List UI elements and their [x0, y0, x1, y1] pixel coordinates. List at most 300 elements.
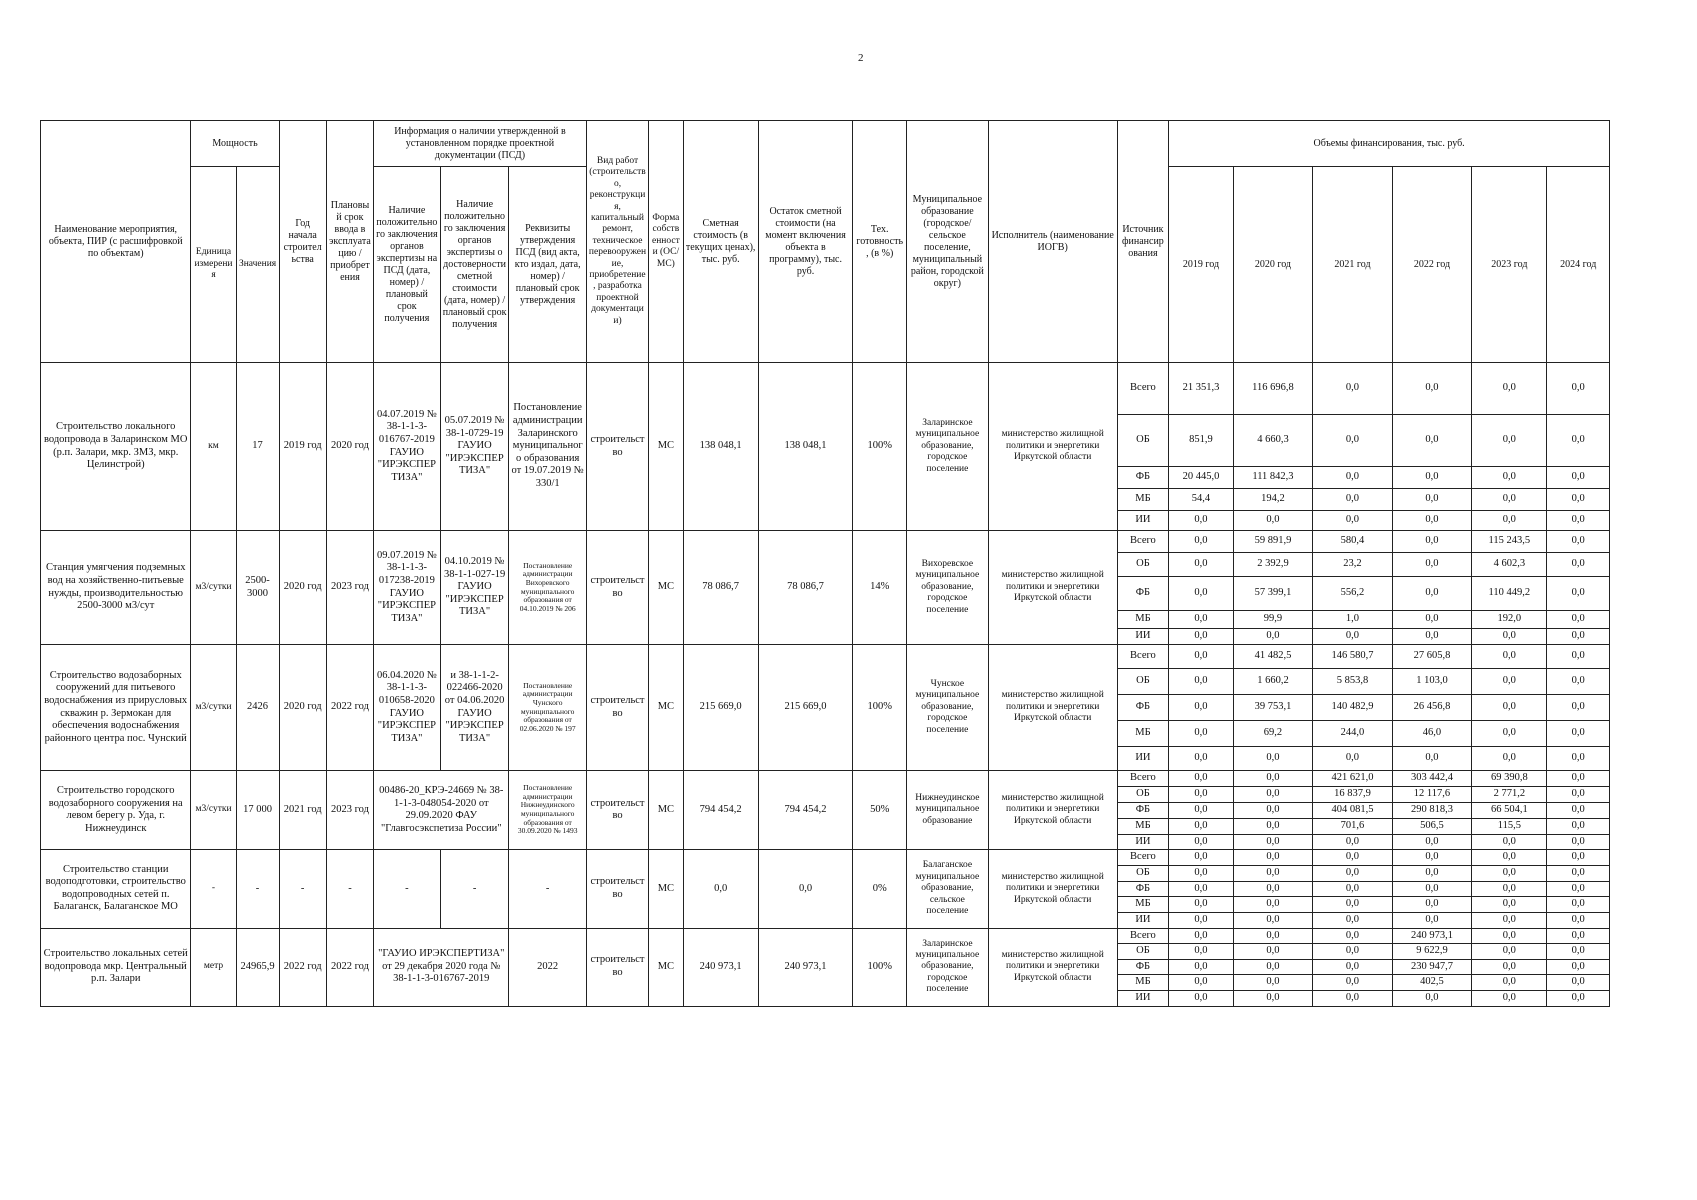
- funding-value-cell: 0,0: [1472, 629, 1547, 645]
- funding-value-cell: 0,0: [1547, 511, 1610, 531]
- funding-value-cell: 0,0: [1392, 747, 1472, 771]
- funding-value-cell: 0,0: [1233, 629, 1313, 645]
- project-name-cell: Строительство городского водозаборного сооружения на левом берегу р. Уда, г. Нижнеудинск: [41, 771, 191, 850]
- funding-value-cell: 0,0: [1169, 577, 1233, 611]
- funding-value-cell: 0,0: [1233, 787, 1313, 803]
- executor-cell: министерство жилищной политики и энергетики Иркутской области: [988, 928, 1117, 1006]
- funding-value-cell: 0,0: [1472, 721, 1547, 747]
- value-cell: 17 000: [236, 771, 279, 850]
- readiness-cell: 100%: [853, 363, 907, 531]
- funding-value-cell: 0,0: [1169, 747, 1233, 771]
- municipality-cell: Заларинское муниципальное образование, городское поселение: [907, 363, 989, 531]
- funding-value-cell: 0,0: [1313, 629, 1393, 645]
- col-year-header: 2021 год: [1313, 167, 1393, 363]
- unit-cell: м3/сутки: [191, 531, 236, 645]
- funding-value-cell: 0,0: [1547, 802, 1610, 818]
- funding-value-cell: 69 390,8: [1472, 771, 1547, 787]
- funding-value-cell: 0,0: [1392, 912, 1472, 928]
- funding-value-cell: 0,0: [1547, 415, 1610, 467]
- col-source-header: Источник финансирования: [1117, 121, 1169, 363]
- col-unit-header: Единица измерения: [191, 167, 236, 363]
- funding-value-cell: 1 103,0: [1392, 669, 1472, 695]
- funding-value-cell: 0,0: [1233, 511, 1313, 531]
- funding-value-cell: 0,0: [1169, 721, 1233, 747]
- funding-value-cell: 0,0: [1547, 611, 1610, 629]
- funding-source-cell: МБ: [1117, 897, 1169, 913]
- funding-value-cell: 0,0: [1547, 669, 1610, 695]
- funding-source-cell: МБ: [1117, 611, 1169, 629]
- funding-value-cell: 0,0: [1547, 577, 1610, 611]
- start-year-cell: 2020 год: [279, 531, 326, 645]
- funding-value-cell: 0,0: [1472, 645, 1547, 669]
- funding-value-cell: 0,0: [1547, 959, 1610, 975]
- funding-value-cell: 0,0: [1392, 629, 1472, 645]
- funding-value-cell: 0,0: [1472, 897, 1547, 913]
- table-row: [41, 850, 1610, 866]
- col-psd-positive-header: Наличие положительного заключения органов экспертизы на ПСД (дата, номер) / плановый срок получения: [374, 167, 441, 363]
- readiness-cell: 0%: [853, 850, 907, 928]
- funding-value-cell: 0,0: [1169, 669, 1233, 695]
- funding-value-cell: 0,0: [1392, 467, 1472, 489]
- funding-source-cell: ИИ: [1117, 629, 1169, 645]
- funding-value-cell: 2 392,9: [1233, 553, 1313, 577]
- funding-value-cell: 0,0: [1313, 747, 1393, 771]
- funding-value-cell: 0,0: [1392, 553, 1472, 577]
- funding-value-cell: 0,0: [1472, 975, 1547, 991]
- funding-source-cell: Всего: [1117, 645, 1169, 669]
- funding-value-cell: 404 081,5: [1313, 802, 1393, 818]
- funding-value-cell: 0,0: [1313, 511, 1393, 531]
- funding-value-cell: 0,0: [1233, 881, 1313, 897]
- funding-value-cell: 0,0: [1169, 787, 1233, 803]
- remaining-cost-cell: 240 973,1: [758, 928, 853, 1006]
- funding-value-cell: 0,0: [1169, 944, 1233, 960]
- funding-source-cell: ИИ: [1117, 834, 1169, 850]
- funding-value-cell: 0,0: [1392, 415, 1472, 467]
- ownership-cell: МС: [649, 363, 683, 531]
- funding-value-cell: 0,0: [1547, 489, 1610, 511]
- funding-value-cell: 0,0: [1547, 897, 1610, 913]
- col-readiness-header: Тех. готовность, (в %): [853, 121, 907, 363]
- funding-value-cell: 0,0: [1392, 531, 1472, 553]
- funding-value-cell: 0,0: [1313, 850, 1393, 866]
- funding-value-cell: 0,0: [1233, 990, 1313, 1006]
- funding-value-cell: 244,0: [1313, 721, 1393, 747]
- table-row: [41, 531, 1610, 553]
- col-psd-info-header: Информация о наличии утвержденной в установленном порядке проектной документации (ПСД): [374, 121, 587, 167]
- work-type-cell: строительство: [586, 363, 648, 531]
- funding-value-cell: 0,0: [1313, 912, 1393, 928]
- funding-value-cell: 0,0: [1392, 834, 1472, 850]
- project-name-cell: Строительство водозаборных сооружений для питьевого водоснабжения из прирусловых скважин р. Зермокан для обеспечения водоснабжения районного центра пос. Чунский: [41, 645, 191, 771]
- funding-value-cell: 0,0: [1392, 489, 1472, 511]
- start-year-cell: 2019 год: [279, 363, 326, 531]
- planned-term-cell: 2022 год: [326, 645, 373, 771]
- work-type-cell: строительство: [586, 645, 648, 771]
- project-name-cell: Строительство локальных сетей водопровода мкр. Центральный р.п. Залари: [41, 928, 191, 1006]
- executor-cell: министерство жилищной политики и энергетики Иркутской области: [988, 531, 1117, 645]
- funding-value-cell: 27 605,8: [1392, 645, 1472, 669]
- page-number: 2: [858, 52, 864, 64]
- funding-value-cell: 0,0: [1313, 415, 1393, 467]
- funding-value-cell: 0,0: [1313, 928, 1393, 944]
- planned-term-cell: 2023 год: [326, 531, 373, 645]
- estimated-cost-cell: 138 048,1: [683, 363, 758, 531]
- funding-value-cell: 115,5: [1472, 818, 1547, 834]
- funding-value-cell: 0,0: [1313, 975, 1393, 991]
- funding-value-cell: 0,0: [1472, 912, 1547, 928]
- col-executor-header: Исполнитель (наименование ИОГВ): [988, 121, 1117, 363]
- funding-value-cell: 0,0: [1169, 802, 1233, 818]
- funding-value-cell: 46,0: [1392, 721, 1472, 747]
- funding-value-cell: 0,0: [1547, 866, 1610, 882]
- col-year-header: 2022 год: [1392, 167, 1472, 363]
- funding-value-cell: 66 504,1: [1472, 802, 1547, 818]
- value-cell: -: [236, 850, 279, 928]
- planned-term-cell: 2020 год: [326, 363, 373, 531]
- funding-value-cell: 701,6: [1313, 818, 1393, 834]
- psd-positive-cell: 06.04.2020 № 38-1-1-3-010658-2020 ГАУИО "ИРЭКСПЕРТИЗА": [374, 645, 441, 771]
- funding-value-cell: 0,0: [1547, 645, 1610, 669]
- funding-value-cell: 194,2: [1233, 489, 1313, 511]
- project-name-cell: Станция умягчения подземных вод на хозяйственно-питьевые нужды, производительностью 2500-3000 м3/сут: [41, 531, 191, 645]
- funding-value-cell: 115 243,5: [1472, 531, 1547, 553]
- funding-value-cell: 556,2: [1313, 577, 1393, 611]
- funding-value-cell: 240 973,1: [1392, 928, 1472, 944]
- funding-value-cell: 0,0: [1169, 531, 1233, 553]
- funding-value-cell: 421 621,0: [1313, 771, 1393, 787]
- funding-source-cell: МБ: [1117, 721, 1169, 747]
- funding-value-cell: 851,9: [1169, 415, 1233, 467]
- funding-value-cell: 23,2: [1313, 553, 1393, 577]
- funding-value-cell: 0,0: [1169, 771, 1233, 787]
- funding-value-cell: 0,0: [1392, 511, 1472, 531]
- funding-value-cell: 0,0: [1472, 467, 1547, 489]
- funding-value-cell: 0,0: [1169, 818, 1233, 834]
- col-work-type-header: Вид работ (строительство, реконструкция, капитальный ремонт, техническое перевооружение, приобретение, разработка проектной документации): [586, 121, 648, 363]
- estimated-cost-cell: 240 973,1: [683, 928, 758, 1006]
- funding-value-cell: 0,0: [1547, 975, 1610, 991]
- funding-value-cell: 0,0: [1169, 553, 1233, 577]
- funding-value-cell: 0,0: [1547, 363, 1610, 415]
- municipality-cell: Балаганское муниципальное образование, сельское поселение: [907, 850, 989, 928]
- funding-source-cell: Всего: [1117, 850, 1169, 866]
- funding-value-cell: 0,0: [1472, 990, 1547, 1006]
- funding-value-cell: 0,0: [1313, 363, 1393, 415]
- funding-value-cell: 0,0: [1233, 802, 1313, 818]
- funding-value-cell: 1 660,2: [1233, 669, 1313, 695]
- funding-source-cell: ОБ: [1117, 944, 1169, 960]
- unit-cell: м3/сутки: [191, 645, 236, 771]
- funding-value-cell: 0,0: [1169, 959, 1233, 975]
- funding-source-cell: ОБ: [1117, 553, 1169, 577]
- ownership-cell: МС: [649, 645, 683, 771]
- funding-value-cell: 0,0: [1392, 897, 1472, 913]
- funding-value-cell: 140 482,9: [1313, 695, 1393, 721]
- funding-value-cell: 0,0: [1169, 695, 1233, 721]
- col-capacity-header: Мощность: [191, 121, 279, 167]
- psd-requisites-cell: Постановление администрации Нижнеудинского муниципального образования от 30.09.2020 № 1493: [509, 771, 586, 850]
- funding-source-cell: ФБ: [1117, 695, 1169, 721]
- col-name-header: Наименование мероприятия, объекта, ПИР (с расшифровкой по объектам): [41, 121, 191, 363]
- funding-value-cell: 192,0: [1472, 611, 1547, 629]
- funding-value-cell: 0,0: [1233, 818, 1313, 834]
- funding-value-cell: 0,0: [1472, 511, 1547, 531]
- funding-value-cell: 290 818,3: [1392, 802, 1472, 818]
- funding-value-cell: 26 456,8: [1392, 695, 1472, 721]
- funding-value-cell: 402,5: [1392, 975, 1472, 991]
- funding-value-cell: 4 602,3: [1472, 553, 1547, 577]
- readiness-cell: 14%: [853, 531, 907, 645]
- funding-value-cell: 0,0: [1547, 695, 1610, 721]
- funding-source-cell: ИИ: [1117, 511, 1169, 531]
- funding-value-cell: 0,0: [1169, 511, 1233, 531]
- executor-cell: министерство жилищной политики и энергетики Иркутской области: [988, 850, 1117, 928]
- start-year-cell: -: [279, 850, 326, 928]
- psd-positive-cell: 09.07.2019 № 38-1-1-3-017238-2019 ГАУИО "ИРЭКСПЕРТИЗА": [374, 531, 441, 645]
- funding-value-cell: 54,4: [1169, 489, 1233, 511]
- funding-value-cell: 0,0: [1169, 850, 1233, 866]
- funding-value-cell: 0,0: [1169, 897, 1233, 913]
- col-year-header: 2024 год: [1547, 167, 1610, 363]
- funding-source-cell: МБ: [1117, 975, 1169, 991]
- funding-source-cell: ФБ: [1117, 881, 1169, 897]
- start-year-cell: 2020 год: [279, 645, 326, 771]
- start-year-cell: 2022 год: [279, 928, 326, 1006]
- funding-value-cell: 0,0: [1392, 850, 1472, 866]
- funding-source-cell: ИИ: [1117, 747, 1169, 771]
- municipality-cell: Нижнеудинское муниципальное образование: [907, 771, 989, 850]
- unit-cell: м3/сутки: [191, 771, 236, 850]
- psd-positive-cell: -: [374, 850, 441, 928]
- funding-value-cell: 21 351,3: [1169, 363, 1233, 415]
- planned-term-cell: 2023 год: [326, 771, 373, 850]
- funding-source-cell: ОБ: [1117, 415, 1169, 467]
- funding-value-cell: 16 837,9: [1313, 787, 1393, 803]
- funding-value-cell: 0,0: [1547, 990, 1610, 1006]
- funding-value-cell: 0,0: [1233, 897, 1313, 913]
- project-name-cell: Строительство локального водопровода в Заларинском МО (р.п. Залари, мкр. ЗМЗ, мкр. Целинстрой): [41, 363, 191, 531]
- planned-term-cell: -: [326, 850, 373, 928]
- funding-source-cell: ИИ: [1117, 990, 1169, 1006]
- funding-value-cell: 0,0: [1547, 818, 1610, 834]
- funding-value-cell: 580,4: [1313, 531, 1393, 553]
- funding-value-cell: 0,0: [1313, 897, 1393, 913]
- col-remaining-cost-header: Остаток сметной стоимости (на момент включения объекта в программу), тыс. руб.: [758, 121, 853, 363]
- funding-value-cell: 2 771,2: [1472, 787, 1547, 803]
- funding-value-cell: 0,0: [1547, 553, 1610, 577]
- estimated-cost-cell: 0,0: [683, 850, 758, 928]
- funding-source-cell: ИИ: [1117, 912, 1169, 928]
- psd-positive-cell: 04.07.2019 № 38-1-1-3-016767-2019 ГАУИО "ИРЭКСПЕРТИЗА": [374, 363, 441, 531]
- funding-source-cell: МБ: [1117, 489, 1169, 511]
- funding-value-cell: 0,0: [1233, 834, 1313, 850]
- executor-cell: министерство жилищной политики и энергетики Иркутской области: [988, 645, 1117, 771]
- funding-source-cell: ФБ: [1117, 959, 1169, 975]
- value-cell: 24965,9: [236, 928, 279, 1006]
- funding-value-cell: 0,0: [1233, 975, 1313, 991]
- value-cell: 2500-3000: [236, 531, 279, 645]
- funding-source-cell: ОБ: [1117, 866, 1169, 882]
- psd-reliability-cell: 05.07.2019 № 38-1-0729-19 ГАУИО "ИРЭКСПЕРТИЗА": [440, 363, 509, 531]
- remaining-cost-cell: 794 454,2: [758, 771, 853, 850]
- col-ownership-header: Форма собственности (ОС/МС): [649, 121, 683, 363]
- col-year-header: 2019 год: [1169, 167, 1233, 363]
- funding-value-cell: 0,0: [1472, 363, 1547, 415]
- funding-value-cell: 0,0: [1169, 611, 1233, 629]
- funding-value-cell: 0,0: [1233, 747, 1313, 771]
- col-value-header: Значения: [236, 167, 279, 363]
- value-cell: 2426: [236, 645, 279, 771]
- funding-value-cell: 59 891,9: [1233, 531, 1313, 553]
- funding-value-cell: 0,0: [1313, 467, 1393, 489]
- funding-value-cell: 4 660,3: [1233, 415, 1313, 467]
- funding-value-cell: 0,0: [1233, 771, 1313, 787]
- psd-expertise-cell: 00486-20_КРЭ-24669 № 38-1-1-3-048054-2020 от 29.09.2020 ФАУ "Главгосэкспетиза России": [374, 771, 509, 850]
- psd-requisites-cell: 2022: [509, 928, 586, 1006]
- funding-value-cell: 0,0: [1169, 645, 1233, 669]
- funding-value-cell: 0,0: [1547, 629, 1610, 645]
- funding-value-cell: 506,5: [1392, 818, 1472, 834]
- funding-value-cell: 0,0: [1547, 721, 1610, 747]
- funding-value-cell: 0,0: [1547, 467, 1610, 489]
- funding-value-cell: 0,0: [1547, 928, 1610, 944]
- ownership-cell: МС: [649, 850, 683, 928]
- funding-value-cell: 0,0: [1233, 944, 1313, 960]
- funding-value-cell: 12 117,6: [1392, 787, 1472, 803]
- work-type-cell: строительство: [586, 531, 648, 645]
- unit-cell: -: [191, 850, 236, 928]
- funding-value-cell: 0,0: [1169, 975, 1233, 991]
- funding-value-cell: 0,0: [1392, 990, 1472, 1006]
- funding-value-cell: 9 622,9: [1392, 944, 1472, 960]
- planned-term-cell: 2022 год: [326, 928, 373, 1006]
- remaining-cost-cell: 215 669,0: [758, 645, 853, 771]
- funding-value-cell: 5 853,8: [1313, 669, 1393, 695]
- funding-value-cell: 0,0: [1313, 834, 1393, 850]
- table-body: [41, 363, 1610, 1007]
- funding-source-cell: Всего: [1117, 771, 1169, 787]
- estimated-cost-cell: 78 086,7: [683, 531, 758, 645]
- col-planned-term-header: Плановый срок ввода в эксплуатацию / приобретения: [326, 121, 373, 363]
- psd-requisites-cell: Постановление администрации Заларинского муниципального образования от 19.07.2019 № 330/1: [509, 363, 586, 531]
- funding-value-cell: 0,0: [1472, 850, 1547, 866]
- unit-cell: км: [191, 363, 236, 531]
- project-name-cell: Строительство станции водоподготовки, строительство водопроводных сетей п. Балаганск, Балаганское МО: [41, 850, 191, 928]
- funding-value-cell: 0,0: [1313, 881, 1393, 897]
- funding-value-cell: 39 753,1: [1233, 695, 1313, 721]
- funding-value-cell: 41 482,5: [1233, 645, 1313, 669]
- funding-source-cell: ФБ: [1117, 467, 1169, 489]
- remaining-cost-cell: 78 086,7: [758, 531, 853, 645]
- col-municipality-header: Муниципальное образование (городское/сельское поселение, муниципальный район, городской округ): [907, 121, 989, 363]
- start-year-cell: 2021 год: [279, 771, 326, 850]
- funding-value-cell: 0,0: [1169, 928, 1233, 944]
- funding-source-cell: ФБ: [1117, 577, 1169, 611]
- funding-value-cell: 0,0: [1547, 881, 1610, 897]
- funding-source-cell: Всего: [1117, 531, 1169, 553]
- readiness-cell: 100%: [853, 645, 907, 771]
- psd-reliability-cell: 04.10.2019 № 38-1-1-027-19 ГАУИО "ИРЭКСПЕРТИЗА": [440, 531, 509, 645]
- funding-value-cell: 0,0: [1547, 834, 1610, 850]
- table-row: [41, 645, 1610, 669]
- funding-value-cell: 0,0: [1233, 866, 1313, 882]
- psd-reliability-cell: и 38-1-1-2-022466-2020 от 04.06.2020 ГАУИО "ИРЭКСПЕРТИЗА": [440, 645, 509, 771]
- funding-value-cell: 0,0: [1472, 669, 1547, 695]
- work-type-cell: строительство: [586, 850, 648, 928]
- funding-value-cell: 0,0: [1547, 747, 1610, 771]
- value-cell: 17: [236, 363, 279, 531]
- col-psd-reliability-header: Наличие положительного заключения органов экспертизы о достоверности сметной стоимости (дата, номер) / плановый срок получения: [440, 167, 509, 363]
- funding-value-cell: 0,0: [1472, 834, 1547, 850]
- col-psd-requisites-header: Реквизиты утверждения ПСД (вид акта, кто издал, дата, номер) / плановый срок утверждения: [509, 167, 586, 363]
- funding-value-cell: 0,0: [1313, 944, 1393, 960]
- table-row: [41, 928, 1610, 944]
- funding-value-cell: 20 445,0: [1169, 467, 1233, 489]
- psd-expertise-cell: "ГАУИО ИРЭКСПЕРТИЗА" от 29 декабря 2020 года № 38-1-1-3-016767-2019: [374, 928, 509, 1006]
- funding-value-cell: 0,0: [1169, 990, 1233, 1006]
- funding-value-cell: 0,0: [1472, 489, 1547, 511]
- funding-value-cell: 0,0: [1169, 866, 1233, 882]
- readiness-cell: 100%: [853, 928, 907, 1006]
- funding-value-cell: 0,0: [1392, 577, 1472, 611]
- funding-source-cell: ОБ: [1117, 787, 1169, 803]
- funding-value-cell: 0,0: [1313, 959, 1393, 975]
- funding-value-cell: 0,0: [1472, 944, 1547, 960]
- funding-value-cell: 0,0: [1547, 771, 1610, 787]
- col-start-year-header: Год начала строительства: [279, 121, 326, 363]
- funding-value-cell: 0,0: [1547, 944, 1610, 960]
- funding-value-cell: 99,9: [1233, 611, 1313, 629]
- funding-source-cell: ОБ: [1117, 669, 1169, 695]
- unit-cell: метр: [191, 928, 236, 1006]
- funding-value-cell: 0,0: [1392, 881, 1472, 897]
- funding-source-cell: ФБ: [1117, 802, 1169, 818]
- funding-value-cell: 0,0: [1233, 959, 1313, 975]
- municipality-cell: Заларинское муниципальное образование, городское поселение: [907, 928, 989, 1006]
- funding-value-cell: 0,0: [1472, 866, 1547, 882]
- funding-value-cell: 0,0: [1547, 787, 1610, 803]
- table-header: [41, 121, 1610, 363]
- funding-source-cell: Всего: [1117, 363, 1169, 415]
- funding-value-cell: 146 580,7: [1313, 645, 1393, 669]
- estimated-cost-cell: 215 669,0: [683, 645, 758, 771]
- funding-value-cell: 0,0: [1313, 990, 1393, 1006]
- ownership-cell: МС: [649, 531, 683, 645]
- funding-value-cell: 0,0: [1547, 850, 1610, 866]
- estimated-cost-cell: 794 454,2: [683, 771, 758, 850]
- ownership-cell: МС: [649, 771, 683, 850]
- funding-value-cell: 111 842,3: [1233, 467, 1313, 489]
- table-row: [41, 363, 1610, 415]
- table-row: [41, 771, 1610, 787]
- funding-value-cell: 0,0: [1472, 928, 1547, 944]
- municipality-cell: Чунское муниципальное образование, городское поселение: [907, 645, 989, 771]
- funding-value-cell: 303 442,4: [1392, 771, 1472, 787]
- funding-value-cell: 110 449,2: [1472, 577, 1547, 611]
- municipality-cell: Вихоревское муниципальное образование, городское поселение: [907, 531, 989, 645]
- remaining-cost-cell: 0,0: [758, 850, 853, 928]
- psd-reliability-cell: -: [440, 850, 509, 928]
- funding-value-cell: 0,0: [1472, 695, 1547, 721]
- col-estimated-cost-header: Сметная стоимость (в текущих ценах), тыс. руб.: [683, 121, 758, 363]
- funding-value-cell: 69,2: [1233, 721, 1313, 747]
- funding-value-cell: 0,0: [1472, 415, 1547, 467]
- funding-value-cell: 0,0: [1233, 912, 1313, 928]
- funding-value-cell: 1,0: [1313, 611, 1393, 629]
- col-year-header: 2023 год: [1472, 167, 1547, 363]
- funding-value-cell: 0,0: [1233, 928, 1313, 944]
